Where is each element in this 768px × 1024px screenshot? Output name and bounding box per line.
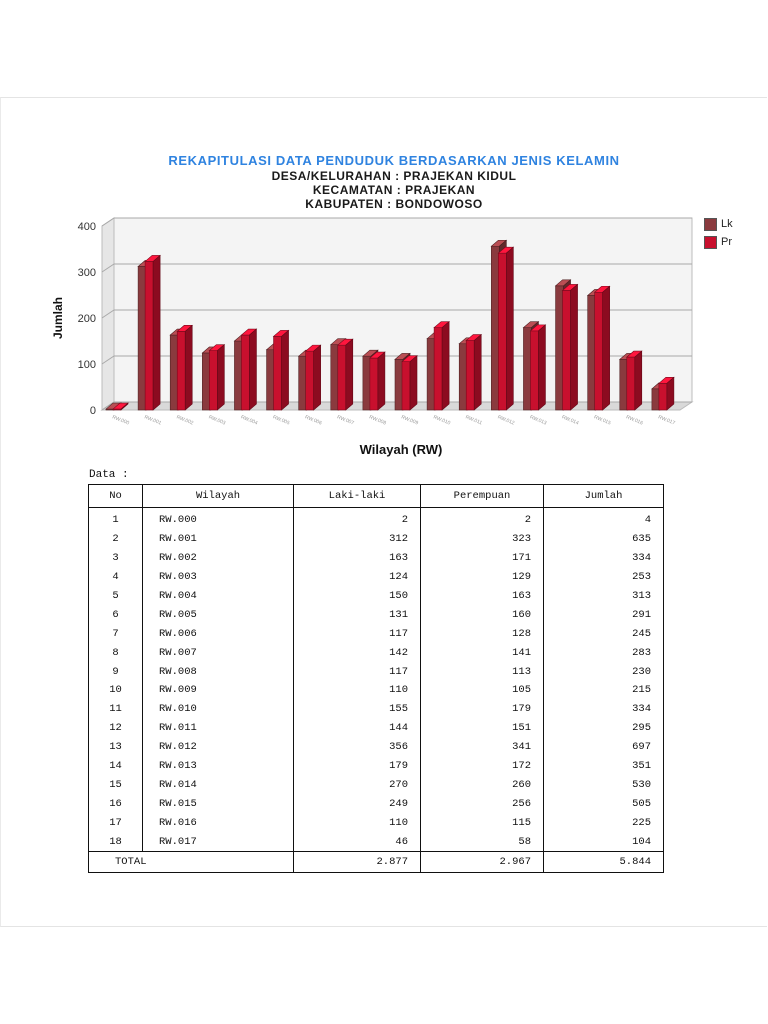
row-perempuan: 172 xyxy=(421,757,544,776)
bar-pr-side xyxy=(346,339,353,410)
row-laki-laki: 179 xyxy=(294,757,421,776)
row-wilayah: RW.003 xyxy=(143,568,294,587)
x-tick-label: RW.011 xyxy=(464,414,483,427)
row-perempuan: 151 xyxy=(421,719,544,738)
table-row xyxy=(89,508,664,530)
row-no: 6 xyxy=(89,605,143,624)
x-tick-label: RW.016 xyxy=(625,414,644,427)
x-tick-label: RW.006 xyxy=(303,414,323,427)
row-no: 4 xyxy=(89,568,143,587)
bar-pr-side xyxy=(442,322,449,410)
y-tick-label: 200 xyxy=(77,313,96,325)
row-laki-laki: 117 xyxy=(294,624,421,643)
legend-item-pr xyxy=(704,233,733,251)
row-jumlah: 295 xyxy=(544,719,664,738)
x-tick-label: RW.012 xyxy=(496,414,516,427)
table-row xyxy=(89,813,664,832)
table-row xyxy=(89,700,664,719)
header-no: No xyxy=(89,485,143,508)
x-tick-label: RW.008 xyxy=(368,414,387,427)
row-laki-laki: 117 xyxy=(294,662,421,681)
legend-swatch-pr xyxy=(704,236,717,249)
row-wilayah: RW.004 xyxy=(143,587,294,606)
header-wilayah: Wilayah xyxy=(143,485,294,508)
row-jumlah: 104 xyxy=(544,832,664,851)
row-no: 18 xyxy=(89,832,143,851)
row-jumlah: 230 xyxy=(544,662,664,681)
row-wilayah: RW.016 xyxy=(143,813,294,832)
table-row xyxy=(89,757,664,776)
bar-pr-front xyxy=(595,292,603,410)
row-wilayah: RW.011 xyxy=(143,719,294,738)
x-tick-label: RW.014 xyxy=(560,414,580,427)
row-perempuan: 2 xyxy=(421,508,544,530)
row-no: 1 xyxy=(89,508,143,530)
row-no: 5 xyxy=(89,587,143,606)
x-tick-label: RW.000 xyxy=(111,414,130,427)
total-jumlah: 5.844 xyxy=(544,852,664,873)
chart-titles xyxy=(0,153,768,211)
table-row xyxy=(89,530,664,549)
bar-pr-side xyxy=(314,345,321,410)
row-wilayah: RW.017 xyxy=(143,832,294,851)
row-laki-laki: 110 xyxy=(294,681,421,700)
row-laki-laki: 144 xyxy=(294,719,421,738)
chart-subtitle-kecamatan: KECAMATAN : PRAJEKAN xyxy=(312,183,476,197)
row-wilayah: RW.000 xyxy=(143,508,294,530)
data-table-label: Data : xyxy=(89,469,129,481)
x-tick-label: RW.015 xyxy=(592,414,612,427)
row-jumlah: 334 xyxy=(544,549,664,568)
row-perempuan: 256 xyxy=(421,794,544,813)
row-no: 8 xyxy=(89,643,143,662)
bar-pr-side xyxy=(667,377,674,410)
row-laki-laki: 131 xyxy=(294,605,421,624)
row-jumlah: 4 xyxy=(544,508,664,530)
bar-pr-front xyxy=(306,351,314,410)
row-perempuan: 171 xyxy=(421,549,544,568)
x-tick-label: RW.010 xyxy=(432,414,452,427)
row-laki-laki: 124 xyxy=(294,568,421,587)
row-jumlah: 215 xyxy=(544,681,664,700)
row-perempuan: 160 xyxy=(421,605,544,624)
bar-pr-side xyxy=(506,247,513,410)
row-jumlah: 253 xyxy=(544,568,664,587)
bar-pr-front xyxy=(659,383,667,410)
row-wilayah: RW.012 xyxy=(143,738,294,757)
bar-pr-side xyxy=(249,329,256,410)
row-jumlah: 313 xyxy=(544,587,664,606)
table-row xyxy=(89,568,664,587)
row-wilayah: RW.007 xyxy=(143,643,294,662)
row-perempuan: 341 xyxy=(421,738,544,757)
y-tick-label: 0 xyxy=(89,405,96,417)
row-wilayah: RW.002 xyxy=(143,549,294,568)
row-perempuan: 323 xyxy=(421,530,544,549)
row-jumlah: 283 xyxy=(544,643,664,662)
row-jumlah: 697 xyxy=(544,738,664,757)
row-jumlah: 245 xyxy=(544,624,664,643)
y-axis-label: Jumlah xyxy=(51,296,65,340)
row-jumlah: 225 xyxy=(544,813,664,832)
row-no: 13 xyxy=(89,738,143,757)
row-wilayah: RW.005 xyxy=(143,605,294,624)
bar-pr-side xyxy=(153,255,160,410)
row-laki-laki: 155 xyxy=(294,700,421,719)
bar-pr-side xyxy=(217,345,224,410)
legend-swatch-lk xyxy=(704,218,717,231)
row-no: 11 xyxy=(89,700,143,719)
bar-pr-front xyxy=(627,357,635,410)
row-laki-laki: 2 xyxy=(294,508,421,530)
bar-pr-side xyxy=(635,351,642,410)
bar-pr-front xyxy=(338,345,346,410)
row-wilayah: RW.009 xyxy=(143,681,294,700)
total-label: TOTAL xyxy=(89,852,294,873)
row-no: 10 xyxy=(89,681,143,700)
row-no: 7 xyxy=(89,624,143,643)
row-perempuan: 113 xyxy=(421,662,544,681)
x-tick-label: RW.003 xyxy=(207,414,227,427)
row-perempuan: 128 xyxy=(421,624,544,643)
table-row xyxy=(89,794,664,813)
table-row xyxy=(89,775,664,794)
chart-subtitle-desa: DESA/KELURAHAN : PRAJEKAN KIDUL xyxy=(271,169,517,183)
legend-item-lk xyxy=(704,215,733,233)
bar-pr-front xyxy=(209,351,217,410)
row-wilayah: RW.014 xyxy=(143,775,294,794)
header-laki-laki: Laki-laki xyxy=(294,485,421,508)
row-no: 17 xyxy=(89,813,143,832)
row-wilayah: RW.010 xyxy=(143,700,294,719)
bar-pr-front xyxy=(177,331,185,410)
row-no: 14 xyxy=(89,757,143,776)
row-no: 15 xyxy=(89,775,143,794)
table-total-row xyxy=(89,852,664,873)
bar-pr-side xyxy=(538,325,545,410)
x-tick-label: RW.002 xyxy=(175,414,195,427)
row-perempuan: 129 xyxy=(421,568,544,587)
bar-pr-front xyxy=(241,335,249,410)
row-jumlah: 505 xyxy=(544,794,664,813)
row-perempuan: 179 xyxy=(421,700,544,719)
table-row xyxy=(89,549,664,568)
x-tick-label: RW.013 xyxy=(528,414,548,427)
x-tick-label: RW.001 xyxy=(143,414,163,427)
row-laki-laki: 110 xyxy=(294,813,421,832)
row-wilayah: RW.008 xyxy=(143,662,294,681)
bar-pr-side xyxy=(282,330,289,410)
bar-pr-front xyxy=(402,362,410,410)
table-header-row xyxy=(89,485,664,508)
row-wilayah: RW.015 xyxy=(143,794,294,813)
header-jumlah: Jumlah xyxy=(544,485,664,508)
table-row xyxy=(89,587,664,606)
row-laki-laki: 312 xyxy=(294,530,421,549)
row-laki-laki: 163 xyxy=(294,549,421,568)
row-laki-laki: 270 xyxy=(294,775,421,794)
row-no: 9 xyxy=(89,662,143,681)
table-row xyxy=(89,738,664,757)
header-perempuan: Perempuan xyxy=(421,485,544,508)
table-body xyxy=(89,508,664,852)
bar-pr-front xyxy=(498,253,506,410)
table-row xyxy=(89,643,664,662)
row-laki-laki: 150 xyxy=(294,587,421,606)
table-row xyxy=(89,662,664,681)
bar-pr-side xyxy=(603,286,610,410)
row-jumlah: 530 xyxy=(544,775,664,794)
row-jumlah: 635 xyxy=(544,530,664,549)
row-laki-laki: 142 xyxy=(294,643,421,662)
chart-legend xyxy=(704,215,733,251)
row-laki-laki: 356 xyxy=(294,738,421,757)
bar-pr-front xyxy=(274,336,282,410)
row-no: 16 xyxy=(89,794,143,813)
x-tick-label: RW.009 xyxy=(400,414,419,427)
x-tick-label: RW.005 xyxy=(271,414,291,427)
total-laki-laki: 2.877 xyxy=(294,852,421,873)
table-row xyxy=(89,681,664,700)
legend-label-lk: Lk xyxy=(721,218,733,230)
x-axis-label: Wilayah (RW) xyxy=(359,442,443,457)
x-tick-label: RW.007 xyxy=(336,414,355,427)
table-row xyxy=(89,624,664,643)
bar-pr-front xyxy=(563,290,571,410)
y-tick-label: 400 xyxy=(77,221,96,233)
bar-pr-side xyxy=(571,284,578,410)
row-perempuan: 105 xyxy=(421,681,544,700)
table-row xyxy=(89,605,664,624)
total-perempuan: 2.967 xyxy=(421,852,544,873)
bar-pr-front xyxy=(370,358,378,410)
row-laki-laki: 249 xyxy=(294,794,421,813)
bar-pr-front xyxy=(530,331,538,410)
row-jumlah: 291 xyxy=(544,605,664,624)
bar-pr-side xyxy=(474,335,481,410)
data-table xyxy=(88,484,664,873)
row-no: 3 xyxy=(89,549,143,568)
bar-pr-front xyxy=(145,261,153,410)
row-perempuan: 141 xyxy=(421,643,544,662)
x-tick-label: RW.017 xyxy=(657,414,676,427)
bar-pr-side xyxy=(410,356,417,410)
legend-label-pr: Pr xyxy=(721,236,732,248)
y-tick-label: 100 xyxy=(77,359,96,371)
row-wilayah: RW.001 xyxy=(143,530,294,549)
table-row xyxy=(89,832,664,851)
table-row xyxy=(89,719,664,738)
row-perempuan: 115 xyxy=(421,813,544,832)
bar-pr-side xyxy=(185,325,192,410)
bar-pr-front xyxy=(434,328,442,410)
row-laki-laki: 46 xyxy=(294,832,421,851)
row-jumlah: 351 xyxy=(544,757,664,776)
row-wilayah: RW.013 xyxy=(143,757,294,776)
row-wilayah: RW.006 xyxy=(143,624,294,643)
bar-pr-side xyxy=(378,352,385,410)
row-no: 2 xyxy=(89,530,143,549)
row-perempuan: 58 xyxy=(421,832,544,851)
chart-subtitle-kabupaten: KABUPATEN : BONDOWOSO xyxy=(305,197,483,211)
bar-pr-front xyxy=(466,341,474,410)
row-perempuan: 163 xyxy=(421,587,544,606)
x-tick-label: RW.004 xyxy=(239,414,259,427)
y-tick-label: 300 xyxy=(77,267,96,279)
row-jumlah: 334 xyxy=(544,700,664,719)
row-perempuan: 260 xyxy=(421,775,544,794)
chart-title: REKAPITULASI DATA PENDUDUK BERDASARKAN JENIS KELAMIN xyxy=(168,153,620,168)
row-no: 12 xyxy=(89,719,143,738)
bar-chart xyxy=(40,210,700,460)
